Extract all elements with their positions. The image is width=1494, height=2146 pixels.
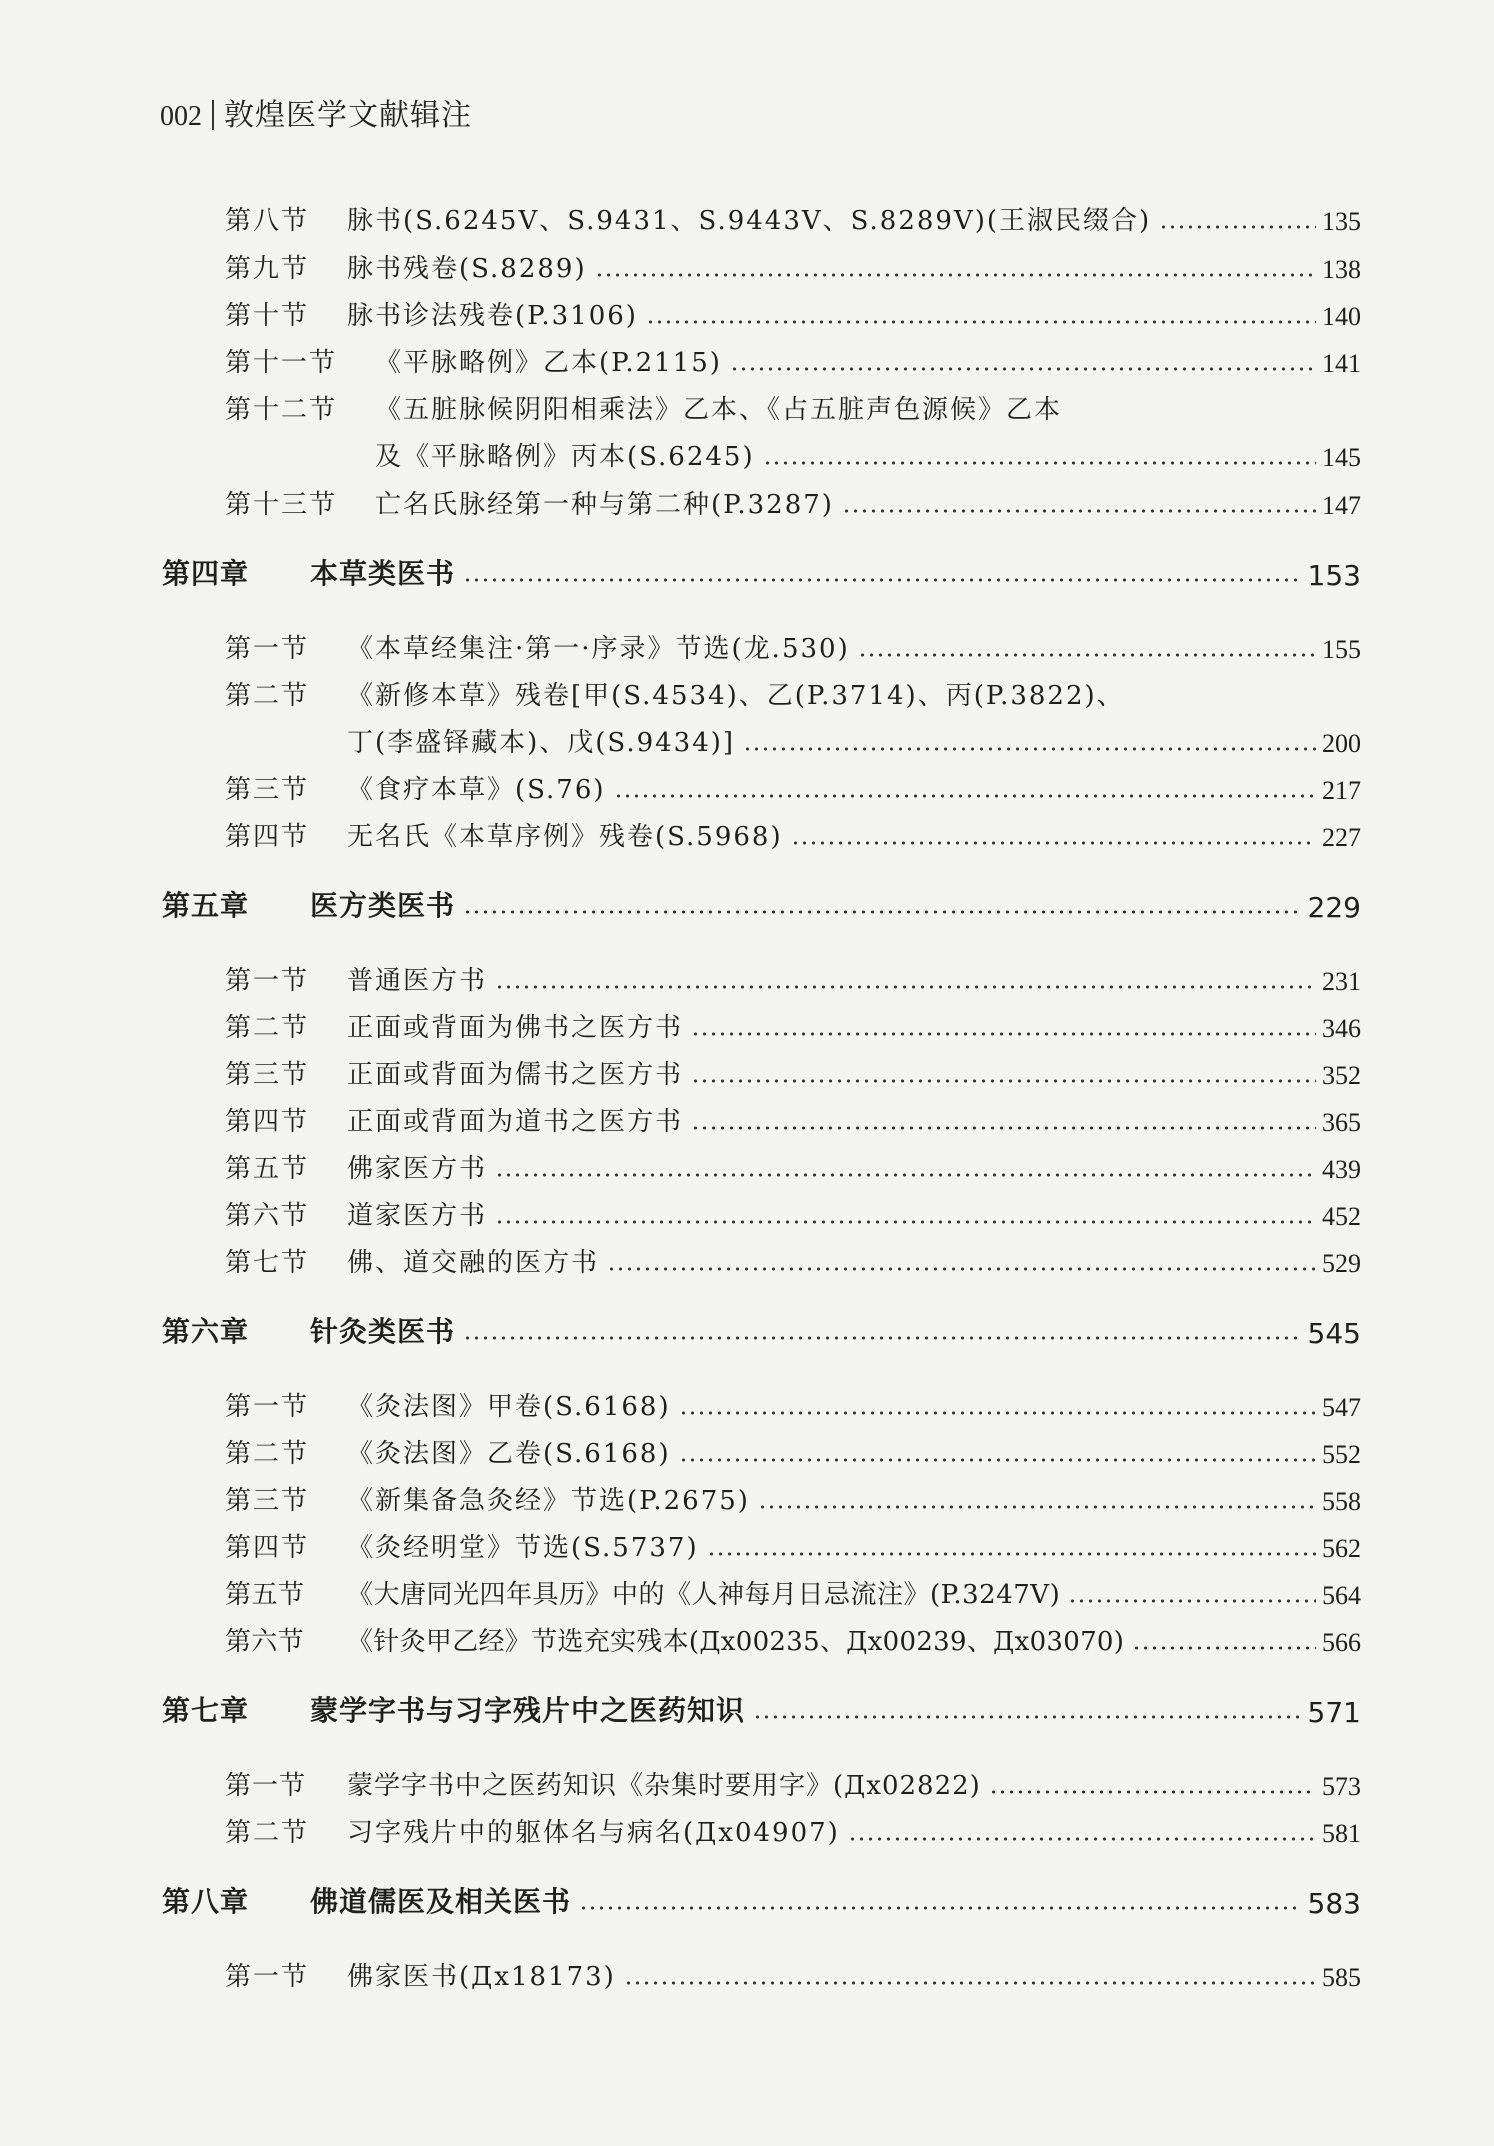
leader-dots bbox=[691, 1126, 1316, 1130]
toc-entry-continuation[interactable]: 丁(李盛铎藏本)、戊(S.9434)] 200 bbox=[347, 728, 1361, 758]
leader-dots bbox=[579, 1906, 1302, 1910]
toc-entry-section[interactable]: 第一节 蒙学字书中之医药知识《杂集时要用字》(Дx02822) 573 bbox=[225, 1771, 1361, 1801]
toc-entry-section[interactable]: 第一节 《灸法图》甲卷(S.6168) 547 bbox=[225, 1392, 1361, 1422]
leader-dots bbox=[1132, 1646, 1316, 1650]
leader-dots bbox=[624, 1981, 1316, 1985]
toc-entry-section[interactable]: 第一节 佛家医书(Дx18173) 585 bbox=[225, 1962, 1361, 1992]
toc-entry-chapter[interactable]: 第六章 针灸类医书 545 bbox=[162, 1315, 1361, 1350]
leader-dots bbox=[463, 578, 1302, 582]
toc-entry-chapter[interactable]: 第八章 佛道儒医及相关医书 583 bbox=[162, 1885, 1361, 1920]
toc-entry-section[interactable]: 第一节 普通医方书 231 bbox=[225, 966, 1361, 996]
leader-dots bbox=[989, 1790, 1316, 1794]
toc-entry-section[interactable]: 第三节 《食疗本草》(S.76) 217 bbox=[225, 775, 1361, 805]
leader-dots bbox=[791, 841, 1316, 845]
toc-entry-section[interactable]: 第二节 正面或背面为佛书之医方书 346 bbox=[225, 1013, 1361, 1043]
toc-entry-section[interactable]: 第十二节 《五脏脉候阴阳相乘法》乙本、《占五脏声色源候》乙本 bbox=[225, 395, 1063, 425]
leader-dots bbox=[607, 1267, 1316, 1271]
toc-entry-section[interactable]: 第四节 无名氏《本草序例》残卷(S.5968) 227 bbox=[225, 822, 1361, 852]
toc-entry-continuation[interactable]: 及《平脉略例》丙本(S.6245) 145 bbox=[375, 442, 1361, 472]
toc-entry-section[interactable]: 第二节 《新修本草》残卷[甲(S.4534)、乙(P.3714)、丙(P.3822)、 bbox=[225, 681, 1125, 711]
toc-entry-section[interactable]: 第七节 佛、道交融的医方书 529 bbox=[225, 1248, 1361, 1278]
toc-entry-chapter[interactable]: 第七章 蒙学字书与习字残片中之医药知识 571 bbox=[162, 1694, 1361, 1729]
leader-dots bbox=[646, 320, 1316, 324]
leader-dots bbox=[753, 1715, 1302, 1719]
leader-dots bbox=[842, 509, 1316, 513]
toc-entry-section[interactable]: 第十三节 亡名氏脉经第一种与第二种(P.3287) 147 bbox=[225, 490, 1361, 520]
toc-entry-section[interactable]: 第四节 《灸经明堂》节选(S.5737) 562 bbox=[225, 1533, 1361, 1563]
leader-dots bbox=[691, 1079, 1316, 1083]
page-number: 002 bbox=[160, 101, 202, 132]
leader-dots bbox=[763, 461, 1316, 465]
leader-dots bbox=[758, 1505, 1316, 1509]
toc-entry-section[interactable]: 第一节 《本草经集注·第一·序录》节选(龙.530) 155 bbox=[225, 634, 1361, 664]
toc-entry-section[interactable]: 第十一节 《平脉略例》乙本(P.2115) 141 bbox=[225, 348, 1361, 378]
leader-dots bbox=[495, 985, 1316, 989]
toc-entry-section[interactable]: 第三节 正面或背面为儒书之医方书 352 bbox=[225, 1060, 1361, 1090]
leader-dots bbox=[463, 910, 1302, 914]
running-header bbox=[160, 90, 472, 134]
leader-dots bbox=[730, 367, 1316, 371]
leader-dots bbox=[595, 273, 1316, 277]
leader-dots bbox=[679, 1411, 1316, 1415]
leader-dots bbox=[707, 1552, 1316, 1556]
toc-entry-section[interactable]: 第十节 脉书诊法残卷(P.3106) 140 bbox=[225, 301, 1361, 331]
toc-entry-chapter[interactable]: 第四章 本草类医书 153 bbox=[162, 557, 1361, 592]
leader-dots bbox=[495, 1173, 1316, 1177]
book-title: 敦煌医学文献辑注 bbox=[224, 98, 472, 133]
header-divider bbox=[212, 100, 214, 130]
toc-entry-chapter[interactable]: 第五章 医方类医书 229 bbox=[162, 889, 1361, 924]
toc-entry-section[interactable]: 第三节 《新集备急灸经》节选(P.2675) 558 bbox=[225, 1486, 1361, 1516]
leader-dots bbox=[463, 1336, 1302, 1340]
leader-dots bbox=[858, 653, 1316, 657]
toc-entry-section[interactable]: 第六节 《针灸甲乙经》节选充实残本(Дx00235、Дx00239、Дx03070) 566 bbox=[225, 1627, 1361, 1657]
leader-dots bbox=[679, 1458, 1316, 1462]
toc-entry-section[interactable]: 第二节 习字残片中的躯体名与病名(Дx04907) 581 bbox=[225, 1818, 1361, 1848]
leader-dots bbox=[614, 794, 1316, 798]
toc-entry-section[interactable]: 第四节 正面或背面为道书之医方书 365 bbox=[225, 1107, 1361, 1137]
toc-entry-section[interactable]: 第五节 《大唐同光四年具历》中的《人神每月日忌流注》(P.3247V) 564 bbox=[225, 1580, 1361, 1610]
leader-dots bbox=[691, 1032, 1316, 1036]
leader-dots bbox=[1068, 1599, 1316, 1603]
leader-dots bbox=[848, 1837, 1316, 1841]
toc-entry-section[interactable]: 第八节 脉书(S.6245V、S.9431、S.9443V、S.8289V)(王淑民缀合) 135 bbox=[225, 206, 1361, 236]
toc-entry-section[interactable]: 第九节 脉书残卷(S.8289) 138 bbox=[225, 254, 1361, 284]
leader-dots bbox=[743, 747, 1316, 751]
toc-entry-section[interactable]: 第五节 佛家医方书 439 bbox=[225, 1154, 1361, 1184]
toc-entry-section[interactable]: 第二节 《灸法图》乙卷(S.6168) 552 bbox=[225, 1439, 1361, 1469]
leader-dots bbox=[1159, 225, 1316, 229]
leader-dots bbox=[495, 1220, 1316, 1224]
toc-entry-section[interactable]: 第六节 道家医方书 452 bbox=[225, 1201, 1361, 1231]
